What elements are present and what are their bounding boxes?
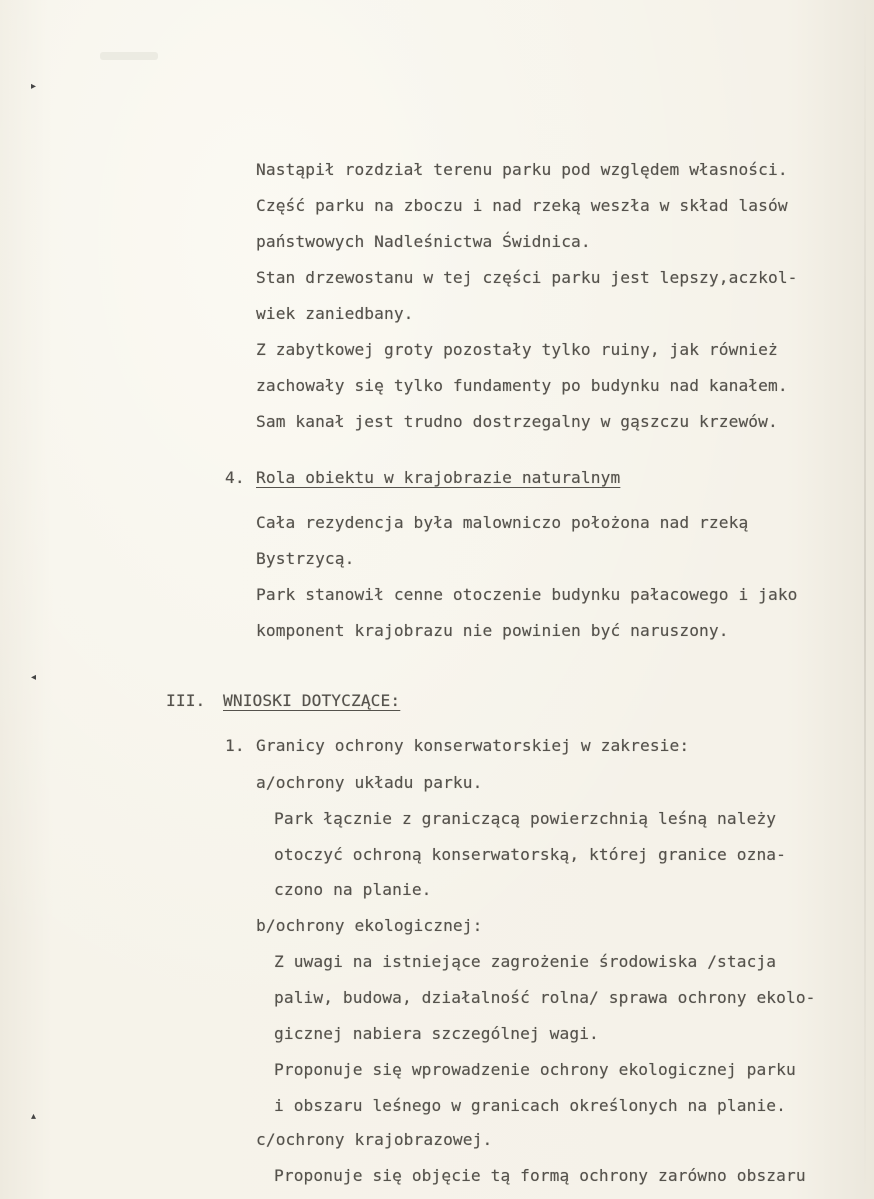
text-line: Cała rezydencja była malowniczo położona nad rzeką <box>256 513 749 532</box>
margin-mark: ◂ <box>31 672 37 683</box>
text-line: zachowały się tylko fundamenty po budynku nad kanałem. <box>256 376 788 395</box>
section-heading-4: Rola obiektu w krajobrazie naturalnym <box>256 468 621 487</box>
text-line: Park łącznie z graniczącą powierzchnią leśną należy <box>274 809 777 828</box>
text-line: paliw, budowa, działalność rolna/ sprawa ochrony ekolo- <box>274 988 816 1007</box>
page-edge-shadow <box>864 0 866 1199</box>
text-line: gicznej nabiera szczególnej wagi. <box>274 1024 599 1043</box>
text-line: Część parku na zboczu i nad rzeką weszła w skład lasów <box>256 196 788 215</box>
text-line: Proponuje się wprowadzenie ochrony ekologicznej parku <box>274 1060 796 1079</box>
text-line: Nastąpił rozdział terenu parku pod względem własności. <box>256 160 788 179</box>
text-line: b/ochrony ekologicznej: <box>256 916 483 935</box>
text-line: Granicy ochrony konserwatorskiej w zakresie: <box>256 736 690 755</box>
text-line: i obszaru leśnego w granicach określonych na planie. <box>274 1096 786 1115</box>
faint-stamp <box>100 52 158 60</box>
text-line: Sam kanał jest trudno dostrzegalny w gąszczu krzewów. <box>256 412 778 431</box>
text-line: Park stanowił cenne otoczenie budynku pałacowego i jako <box>256 585 798 604</box>
margin-mark: ▴ <box>31 1111 37 1122</box>
section-number-3: III. <box>166 691 206 710</box>
text-line: komponent krajobrazu nie powinien być naruszony. <box>256 621 729 640</box>
text-line: Proponuje się objęcie tą formą ochrony zarówno obszaru <box>274 1166 806 1185</box>
text-line: Z zabytkowej groty pozostały tylko ruiny, jak również <box>256 340 778 359</box>
text-line: a/ochrony układu parku. <box>256 773 483 792</box>
margin-mark: ▸ <box>31 81 37 92</box>
item-number-4: 4. <box>225 468 245 487</box>
text-line: otoczyć ochroną konserwatorską, której granice ozna- <box>274 845 786 864</box>
text-line: wiek zaniedbany. <box>256 304 414 323</box>
text-line: państwowych Nadleśnictwa Świdnica. <box>256 232 591 251</box>
item-number-1: 1. <box>225 736 245 755</box>
text-line: czono na planie. <box>274 880 432 899</box>
section-heading-3: WNIOSKI DOTYCZĄCE: <box>223 691 401 710</box>
text-line: c/ochrony krajobrazowej. <box>256 1130 493 1149</box>
text-line: Bystrzycą. <box>256 549 355 568</box>
text-line: Z uwagi na istniejące zagrożenie środowiska /stacja <box>274 952 777 971</box>
text-line: Stan drzewostanu w tej części parku jest lepszy,aczkol- <box>256 268 798 287</box>
